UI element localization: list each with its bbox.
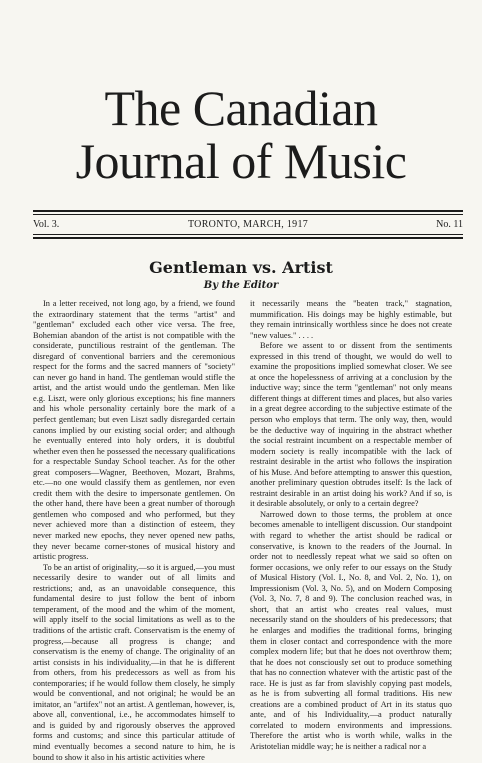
bottom-double-rule-thick: [33, 237, 463, 239]
bottom-double-rule-thin: [33, 234, 463, 235]
left-column: [33, 299, 235, 762]
place-date-label: TORONTO, MARCH, 1917: [187, 219, 309, 230]
masthead: [0, 82, 482, 188]
top-double-rule-thin: [33, 214, 463, 215]
article-byline: By the Editor: [203, 280, 279, 291]
top-double-rule-thick: [33, 210, 463, 212]
right-paragraph-2: Before we assent to or dissent from the sentiments expressed in this trend of thought, we would do well to examine the propositions implied somewhat closer. We see at once the hopelessness of arriving at a conclusion by the inductive way; since the term "gentleman" not only means different things at different times and places, but also varies in a great degree according to the subjective estimate of the person who employs that term. The only way, then, would be the deductive way of inquiring in the abstract whether the social restraint incumbent on a respectable member of modern society is really incompatible with the lack of restraint desirable in the artist who follows the inspiration of his Muse. And before attempting to answer this question, another preliminary question obtrudes itself: Is the lack of restraint desirable in an artist doing his work? And if so, is it desirable absolutely, or only to a certain degree?: [250, 341, 452, 509]
masthead-title-line1: The Canadian: [104, 80, 378, 136]
right-paragraph-3: Narrowed down to those terms, the problem at once becomes amenable to intelligent discussion. Our standpoint with regard to whether the artist should be radical or conservative, is known to the readers of the Journal. In order not to needlessly repeat what we said so often on former occasions, we only refer to our essays on the Study of Musical History (Vol. I., No. 8, and Vol. 2, No. 1), on Impressionism (Vol. 3, No. 5), and on Modern Composing (Vol. 3, No. 7, 8 and 9). The conclusion reached was, in short, that an artist who creates real values, must necessarily stand on the shoulders of his predecessors; that he enlarges and modifies the traditional forms, bringing them in closer contact and correspondence with the more complex modern life; but that he does not overthrow them; that he does not consciously set out to produce something that has no connection whatever with the artistic past of the race. He is just as far from slavishly copying past models, as he is from subverting all formal traditions. His new creations are a combined product of Art in its status quo ante, and of his Individuality,—a product naturally correlated to modern environments and impressions. Therefore the artist who is worth while, walks in the Aristotelian middle way; he is neither a radical nor a: [250, 509, 452, 751]
volume-label: Vol. 3.: [33, 219, 60, 230]
issue-number-label: No. 11: [436, 219, 463, 230]
article-title: Gentleman vs. Artist: [149, 258, 333, 277]
right-column: [250, 299, 452, 754]
masthead-title-line2: Journal of Music: [75, 133, 407, 189]
issue-line: [33, 219, 463, 233]
right-paragraph-1: it necessarily means the "beaten track," stagnation, mummification. His doings may be highly estimable, but they remain intrinsically worthless since he does not create "new values." . . . .: [250, 299, 452, 340]
left-paragraph-2: To be an artist of originality,—so it is argued,—you must necessarily desire to wander out of all limits and restrictions; and, as an unavoidable consequence, this fundamental desire to just follow the bent of inborn temperament, of the mood and the whim of the moment, will apply itself to the social limitations as well as to the traditions of the artistic craft. Conservatism is the enemy of progress,—because all progress is change; and conservatism is the enemy of change. The originality of an artist consists in his individuality,—in that he is different from others, from his predecessors as well as from his contemporaries; if he would follow them closely, he simply would be conventional, and not original; he would be an imitator, an "artifex" not an artist. A gentleman, however, is, above all, conventional, i.e., he accommodates himself to and is guided by and rigorously observes the approved forms and customs; and since this particular attitude of mind eventually becomes a second nature to him, he is bound to show it also in his artistic activities where: [33, 562, 235, 762]
left-paragraph-1: In a letter received, not long ago, by a friend, we found the extraordinary statement that the terms "artist" and "gentleman" excluded each other vice versa. The free, Bohemian abandon of the artist is not compatible with the considerate, punctilious restraint of the gentleman. The disregard of conventional barriers and the ceremonious respect for the forms and the sacred manners of "society" can never go hand in hand. The gentleman would stifle the artist, and the artist would undo the gentleman. Men like e.g. Liszt, were only glorious exceptions; his fine manners and his whole personality certainly bore the mark of a perfect gentleman; but even Liszt sadly disregarded certain canons implied by our existing social order; and although he eventually entered into holy orders, it is doubtful whether even then he possessed the necessary qualifications for a respectable Sunday School teacher. As for the other great composers—Wagner, Beethoven, Mozart, Brahms, etc.—no one would classify them as gentlemen, nor even credit them with the desire to impersonate gentlemen. On the other hand, there have been a great number of thorough gentlemen who composed and who performed, but they never achieved more than a distinction of esteem, they never marked new epochs, they never opened new paths, they never became corner-stones of musical history and artistic progress.: [33, 299, 235, 562]
